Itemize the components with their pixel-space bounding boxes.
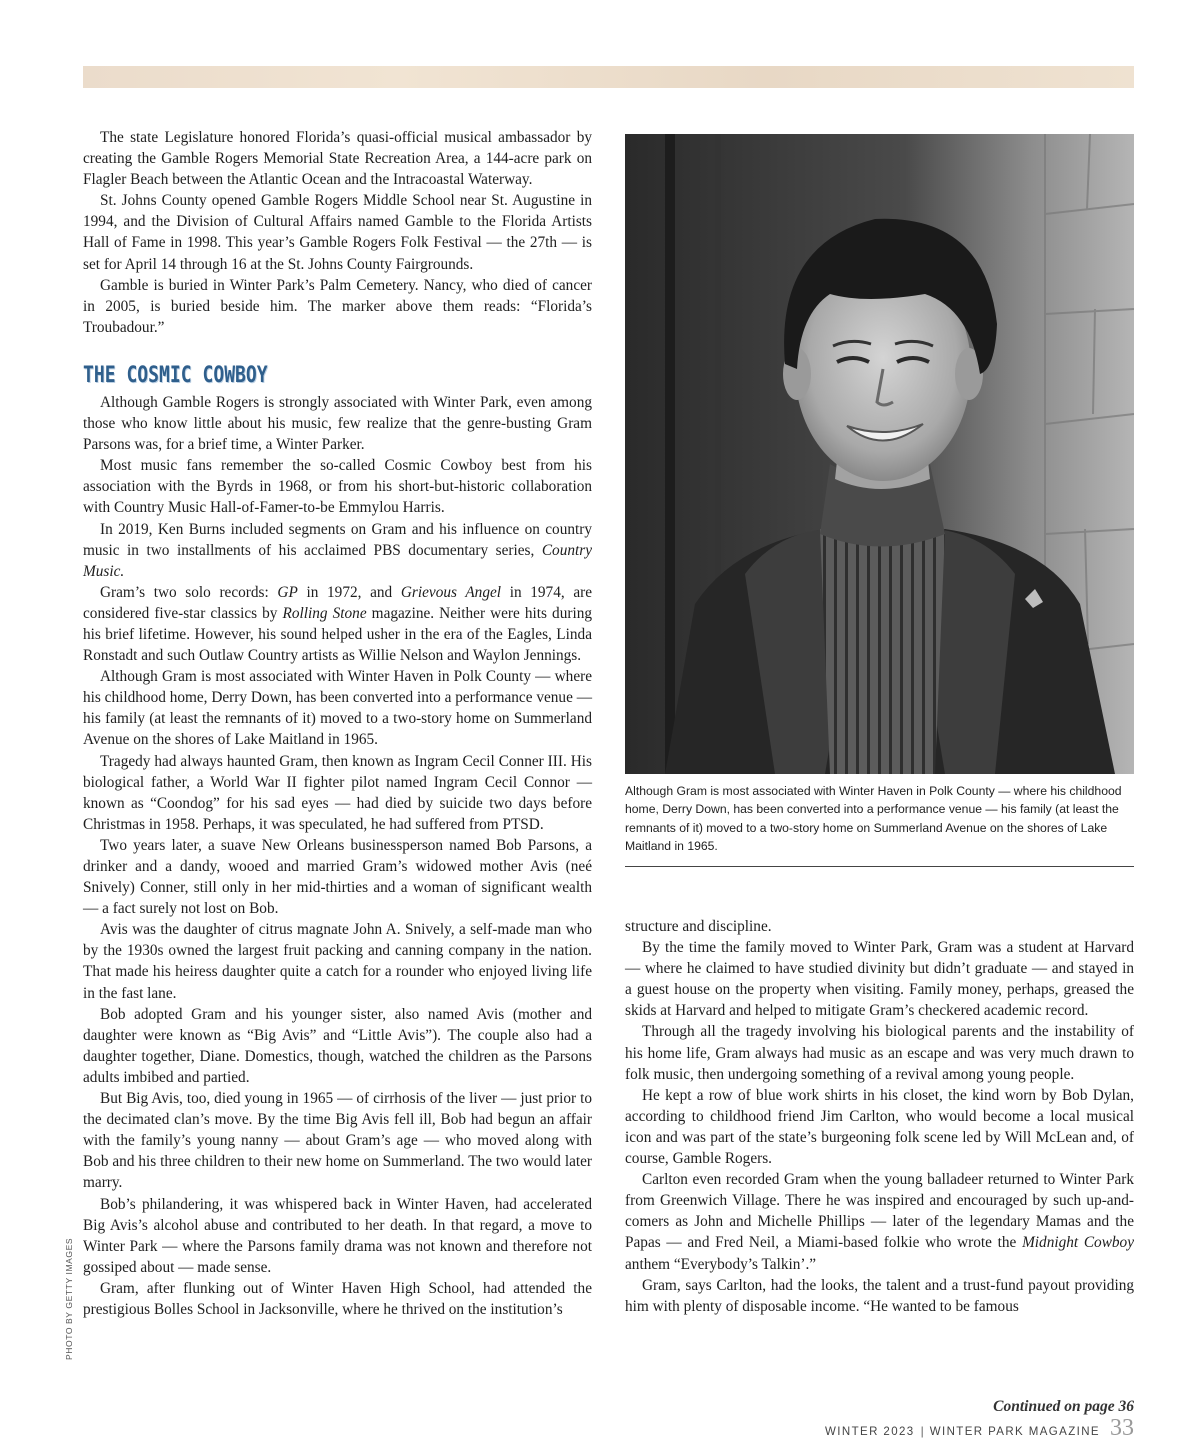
paragraph: Bob adopted Gram and his younger sister, also named Avis (mother and daughter were known as “Big Avis” and “Little Avis”). The couple also had a daughter together, Diane. Domestics, though, watched the children as the Parsons adults imbibed and partied. bbox=[83, 1005, 592, 1086]
paragraph: By the time the family moved to Winter Park, Gram was a student at Harvard — where he claimed to have studied divinity but didn’t graduate — and stayed in a guest house on the property when visiting. Family money, perhaps, greased the skids at Harvard and helped to mitigate Gram’s checkered academic record. bbox=[625, 939, 1134, 1020]
continued-link[interactable]: Continued on page 36 bbox=[993, 1398, 1134, 1415]
album-title: GP bbox=[277, 583, 298, 601]
photo-credit: PHOTO BY GETTY IMAGES bbox=[64, 1237, 74, 1360]
page-number: 33 bbox=[1110, 1415, 1134, 1441]
top-image-strip bbox=[83, 66, 1134, 88]
footer-separator: | bbox=[920, 1424, 924, 1438]
caption-divider bbox=[625, 866, 1134, 867]
paragraph: Through all the tragedy involving his biological parents and the instability of his home life, Gram always had music as an escape and was very much drawn to folk music, then undergoing something of a revival among young people. bbox=[625, 1023, 1134, 1083]
portrait-illustration bbox=[625, 134, 1134, 774]
paragraph: structure and discipline. bbox=[625, 918, 772, 935]
footer-magazine: WINTER PARK MAGAZINE bbox=[929, 1426, 1100, 1438]
paragraph: Tragedy had always haunted Gram, then known as Ingram Cecil Conner III. His biological father, a World War II fighter pilot named Ingram Cecil Connor — known as “Coondog” for his sad eyes — had died by suicide two days before Christmas in 1958. Perhaps, it was speculated, he had suffered from PTSD. bbox=[83, 752, 592, 833]
paragraph: Two years later, a suave New Orleans businessperson named Bob Parsons, a drinker and a dandy, wooed and married Gram’s widowed mother Avis (neé Snively) Conner, still only in her mid-thirties and a woman of significant wealth — a fact surely not lost on Bob. bbox=[83, 836, 592, 918]
page-footer bbox=[825, 1415, 1134, 1441]
paragraph: Bob’s philandering, it was whispered back in Winter Haven, had accelerated Big Avis’s alcohol abuse and contributed to her death. In that regard, a move to Winter Park — where the Parsons family drama was not known and therefore not gossiped about — made sense. bbox=[83, 1195, 592, 1276]
paragraph: Gram, after flunking out of Winter Haven High School, had attended the prestigious Bolles School in Jacksonville, where he thrived on the institution’s bbox=[83, 1279, 592, 1318]
paragraph: St. Johns County opened Gamble Rogers Middle School near St. Augustine in 1994, and the Division of Cultural Affairs named Gamble to the Florida Artists Hall of Fame in 1998. This year’s Gamble Rogers Folk Festival — the 27th — is set for April 14 through 16 at the St. Johns County Fairgrounds. bbox=[83, 192, 592, 273]
paragraph: But Big Avis, too, died young in 1965 — of cirrhosis of the liver — just prior to the decimated clan’s move. By the time Big Avis fell ill, Bob had begun an affair with the family’s young nanny — about Gram’s age — who moved along with Bob and his three children to their new home on Summerland. The two would later marry. bbox=[83, 1090, 592, 1192]
footer-issue: WINTER 2023 bbox=[825, 1426, 915, 1438]
paragraph: Gram, says Carlton, had the looks, the talent and a trust-fund payout providing him with plenty of disposable income. “He wanted to be famous bbox=[625, 1276, 1134, 1315]
left-column bbox=[83, 127, 592, 1320]
magazine-title: Rolling Stone bbox=[282, 604, 367, 622]
paragraph: Avis was the daughter of citrus magnate John A. Snively, a self-made man who by the 1930s owned the largest fruit packing and canning company in the nation. That made his heiress daughter quite a catch for a rounder who enjoyed living life in the fast lane. bbox=[83, 921, 592, 1002]
photo-caption: Although Gram is most associated with Winter Haven in Polk County — where his childhood home, Derry Down, has been converted into a performance venue — his family (at least the remnants of it) moved to a two-story home on Summerland Avenue on the shores of Lake Maitland in 1965. bbox=[625, 784, 1122, 853]
paragraph: The state Legislature honored Florida’s quasi-official musical ambassador by creating the Gamble Rogers Memorial State Recreation Area, a 144-acre park on Flagler Beach between the Atlantic Ocean and the Intracoastal Waterway. bbox=[83, 129, 592, 189]
right-column bbox=[625, 916, 1134, 1317]
paragraph: He kept a row of blue work shirts in his closet, the kind worn by Bob Dylan, according to childhood friend Jim Carlton, who would become a local musical icon and was part of the state’s burgeoning folk scene led by Will McLean and, of course, Gamble Rogers. bbox=[625, 1086, 1134, 1168]
paragraph: Gamble is buried in Winter Park’s Palm Cemetery. Nancy, who died of cancer in 2005, is buried beside him. The marker above them reads: “Florida’s Troubadour.” bbox=[83, 276, 592, 336]
album-title: Grievous Angel bbox=[400, 583, 502, 601]
paragraph: Although Gamble Rogers is strongly associated with Winter Park, even among those who know little about his music, few realize that the genre-busting Gram Parsons was, for a brief time, a Winter Parker. bbox=[83, 393, 592, 454]
paragraph: Most music fans remember the so-called Cosmic Cowboy best from his association with the Byrds in 1968, or from his short-but-historic collaboration with Country Music Hall-of-Famer-to-be Emmylou Harris. bbox=[83, 457, 592, 517]
series-title: Country Music. bbox=[83, 541, 592, 580]
paragraph: Carlton even recorded Gram when the young balladeer returned to Winter Park from Greenwich Village. There he was inspired and encouraged by such up-and-comers as John and Michelle Phillips — later of the legendary Mamas and the Papas — and Fred Neil, a Miami-based folkie who wrote the Midnight Cowboy anthem “Everybody’s Talkin’.” bbox=[625, 1171, 1134, 1273]
section-heading: THE COSMIC COWBOY bbox=[83, 362, 268, 388]
portrait-photo bbox=[625, 134, 1134, 774]
paragraph: Gram’s two solo records: GP in 1972, and Grievous Angel in 1974, are considered five-star classics by Rolling Stone magazine. Neither were hits during his brief lifetime. However, his sound helped usher in the era of the Eagles, Linda Ronstadt and such Outlaw Country artists as Willie Nelson and Waylon Jennings. bbox=[83, 583, 593, 665]
paragraph: In 2019, Ken Burns included segments on Gram and his influence on country music in two installments of his acclaimed PBS documentary series, Country Music. bbox=[83, 520, 592, 580]
film-title: Midnight Cowboy bbox=[1022, 1234, 1134, 1252]
paragraph: Although Gram is most associated with Winter Haven in Polk County — where his childhood home, Derry Down, has been converted into a performance venue — his family (at least the remnants of it) moved to a two-story home on Summerland Avenue on the shores of Lake Maitland in 1965. bbox=[83, 668, 592, 749]
